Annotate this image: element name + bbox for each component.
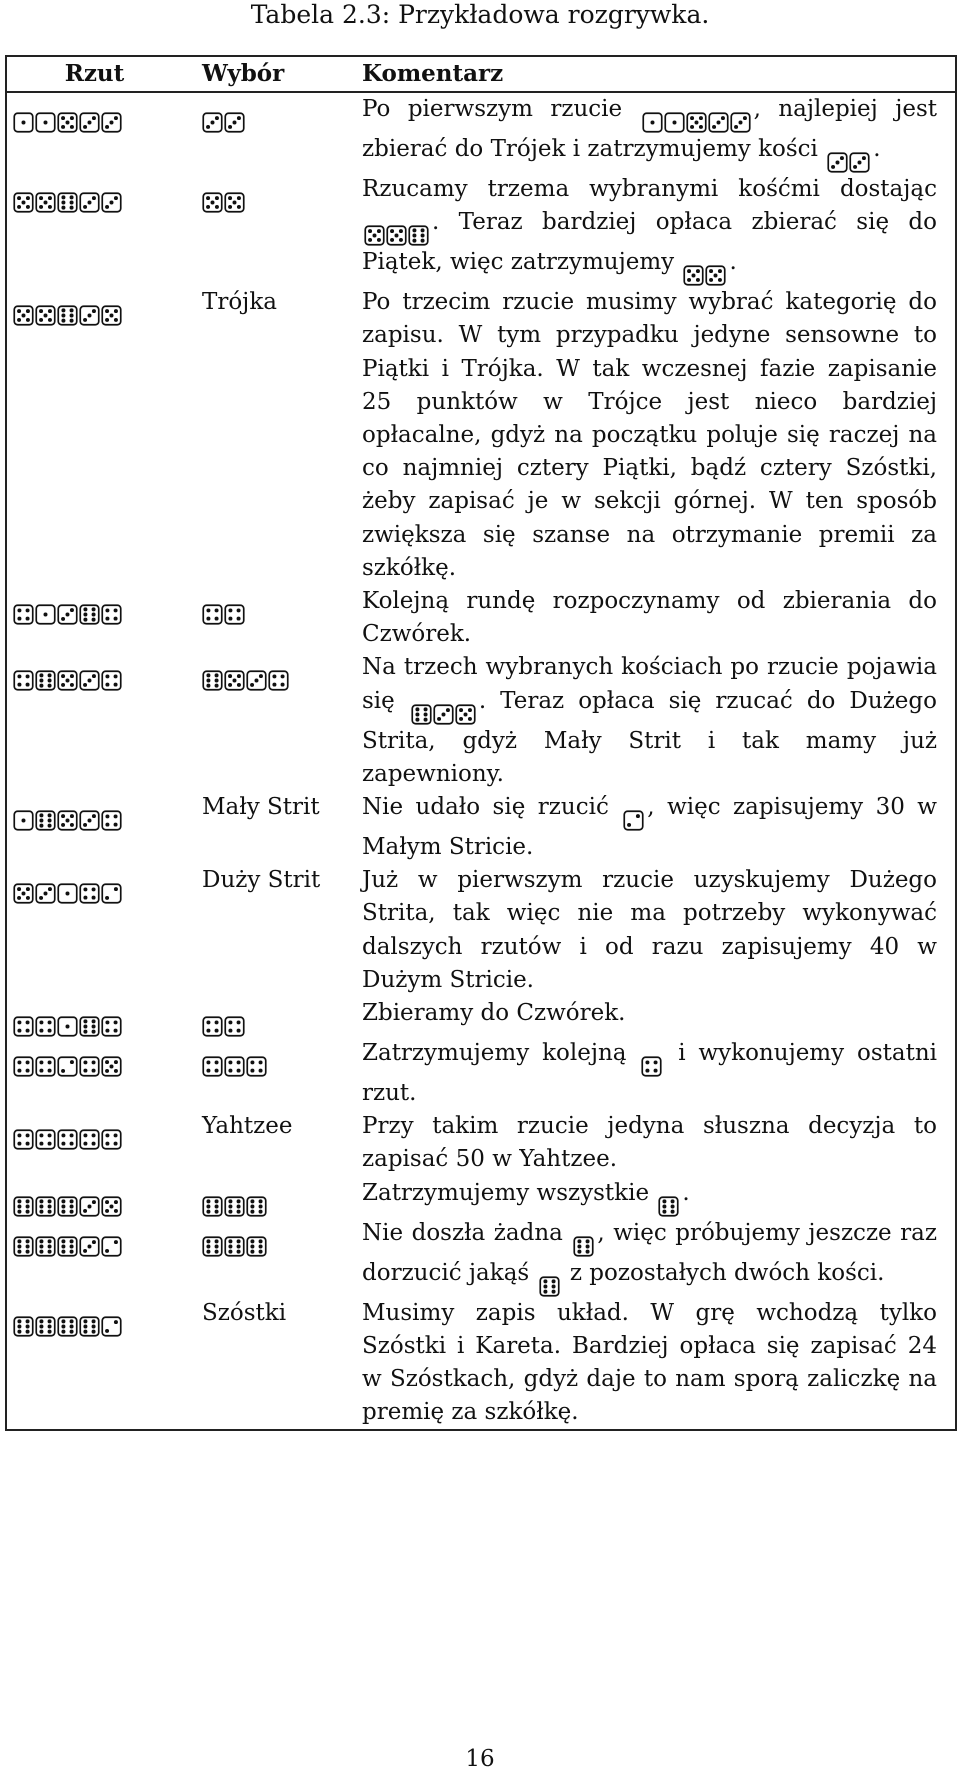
die-six-icon [35,810,56,831]
die-three-icon [433,704,454,725]
die-six-icon [57,1316,78,1337]
die-four-icon [224,1016,245,1037]
die-six-icon [539,1276,560,1297]
die-five-icon [101,305,122,326]
inline-dice [573,1236,595,1257]
table-row [6,1177,956,1217]
comment-text: Nie udało się rzucić [362,794,622,821]
die-five-icon [13,192,34,213]
comment-cell [348,585,956,651]
roll-cell [6,1037,182,1110]
die-four-icon [13,1016,34,1037]
die-three-icon [79,1196,100,1217]
comment-cell [348,1177,956,1217]
die-two-icon [623,810,644,831]
die-one-icon [35,112,56,133]
choice-cell [182,1217,348,1297]
table-body [6,92,956,1430]
die-five-icon [13,883,34,904]
comment-text: Przy takim rzucie jedyna słuszna decyzja to zapisać 50 w Yahtzee. [362,1113,937,1173]
die-six-icon [79,1016,100,1037]
table-row [6,864,956,997]
roll-dice [13,1056,123,1077]
die-four-icon [35,1016,56,1037]
die-six-icon [246,1236,267,1257]
die-three-icon [849,152,870,173]
inline-dice [642,112,752,133]
die-six-icon [573,1236,594,1257]
choice-dice [202,1056,268,1077]
roll-dice [13,1016,123,1037]
die-one-icon [35,604,56,625]
comment-cell [348,1297,956,1431]
die-one-icon [57,1016,78,1037]
roll-cell [6,1177,182,1217]
die-six-icon [658,1196,679,1217]
comment-text: , więc zapisujemy 30 w Małym Stricie. [362,794,937,861]
comment-text: , najlepiej jest zbierać do Trójek i zatrzymujemy kości [362,96,937,162]
die-six-icon [57,1236,78,1257]
roll-cell [6,997,182,1037]
die-five-icon [686,112,707,133]
choice-label: Trójka [202,289,277,316]
die-three-icon [79,192,100,213]
inline-dice [539,1276,561,1297]
die-five-icon [705,265,726,286]
choice-cell [182,585,348,651]
table-row [6,92,956,173]
table-row [6,1297,956,1431]
die-six-icon [79,604,100,625]
die-two-icon [101,883,122,904]
roll-cell [6,1217,182,1297]
die-two-icon [101,1316,122,1337]
roll-cell [6,286,182,585]
die-four-icon [79,883,100,904]
roll-dice [13,1129,123,1150]
die-six-icon [35,1316,56,1337]
roll-dice [13,1196,123,1217]
die-three-icon [202,112,223,133]
die-four-icon [101,1129,122,1150]
table-row [6,585,956,651]
roll-cell [6,585,182,651]
comment-text: Po pierwszym rzucie [362,96,640,122]
die-five-icon [364,225,385,246]
inline-dice [641,1056,663,1077]
die-four-icon [224,604,245,625]
die-six-icon [411,704,432,725]
die-six-icon [224,1196,245,1217]
roll-dice [13,192,123,213]
header-comment: Komentarz [348,56,956,92]
table-caption: Tabela 2.3: Przykładowa rozgrywka. [250,0,710,29]
choice-dice [202,1016,246,1037]
choice-dice [202,112,246,133]
die-four-icon [35,1129,56,1150]
die-four-icon [224,1056,245,1077]
die-five-icon [386,225,407,246]
die-three-icon [101,112,122,133]
die-six-icon [408,225,429,246]
die-five-icon [202,192,223,213]
die-six-icon [35,1236,56,1257]
comment-cell [348,791,956,864]
die-six-icon [57,192,78,213]
die-five-icon [35,192,56,213]
die-six-icon [35,1196,56,1217]
die-six-icon [57,305,78,326]
example-game-table [5,55,957,1431]
comment-text: Musimy zapis układ. W grę wchodzą tylko Szóstki i Kareta. Bardziej opłaca się zapisać 24 w Szóstkach, gdyż daje to nam sporą zaliczkę na premię za szkółkę. [362,1299,937,1426]
comment-text: Kolejną rundę rozpoczynamy od zbierania do Czwórek. [362,588,937,648]
roll-dice [13,670,123,691]
choice-cell [182,1297,348,1431]
die-four-icon [13,1056,34,1077]
inline-dice [658,1196,680,1217]
die-four-icon [13,670,34,691]
die-three-icon [79,670,100,691]
die-one-icon [13,810,34,831]
die-six-icon [202,1236,223,1257]
page-number: 16 [465,1746,495,1772]
comment-cell [348,1217,956,1297]
die-one-icon [57,883,78,904]
comment-cell [348,286,956,585]
comment-cell [348,1037,956,1110]
comment-cell [348,1110,956,1176]
roll-cell [6,1110,182,1176]
roll-dice [13,604,123,625]
die-four-icon [202,1056,223,1077]
comment-text: Rzucamy trzema wybranymi kośćmi dostając [362,176,937,202]
roll-cell [6,1297,182,1431]
die-three-icon [35,883,56,904]
die-one-icon [13,112,34,133]
die-six-icon [202,1196,223,1217]
comment-text: . [682,1179,690,1206]
roll-dice [13,112,123,133]
roll-dice [13,883,123,904]
choice-dice [202,670,290,691]
choice-label: Szóstki [202,1299,287,1326]
die-four-icon [13,1129,34,1150]
die-five-icon [35,305,56,326]
comment-text: Na trzech wybranych kościach po rzucie pojawia się [362,654,937,714]
roll-cell [6,864,182,997]
die-five-icon [224,192,245,213]
comment-text: z pozostałych dwóch kości. [562,1259,885,1286]
die-four-icon [268,670,289,691]
comment-text: Nie doszła żadna [362,1219,572,1246]
die-four-icon [641,1056,662,1077]
die-five-icon [683,265,704,286]
inline-dice [411,704,477,725]
die-three-icon [57,604,78,625]
comment-text: Zatrzymujemy wszystkie [362,1179,657,1206]
die-six-icon [246,1196,267,1217]
choice-cell [182,1177,348,1217]
die-five-icon [57,670,78,691]
roll-dice [13,810,123,831]
die-three-icon [246,670,267,691]
die-five-icon [224,670,245,691]
die-six-icon [13,1236,34,1257]
roll-dice [13,1236,123,1257]
die-four-icon [57,1129,78,1150]
die-three-icon [827,152,848,173]
inline-dice [364,225,430,246]
die-three-icon [730,112,751,133]
die-six-icon [13,1316,34,1337]
die-three-icon [79,112,100,133]
header-roll: Rzut [6,56,182,92]
choice-cell [182,791,348,864]
table-row [6,997,956,1037]
choice-cell [182,651,348,791]
choice-cell [182,92,348,173]
die-six-icon [224,1236,245,1257]
die-six-icon [202,670,223,691]
die-five-icon [57,112,78,133]
comment-text: i wykonujemy ostatni rzut. [362,1040,937,1107]
comment-text: , więc próbujemy jeszcze raz dorzucić jakąś [362,1219,938,1286]
comment-text: . [729,249,737,276]
die-six-icon [79,1316,100,1337]
roll-cell [6,173,182,286]
comment-cell [348,92,956,173]
roll-cell [6,651,182,791]
die-four-icon [101,810,122,831]
die-five-icon [13,305,34,326]
choice-dice [202,604,246,625]
die-one-icon [664,112,685,133]
die-six-icon [57,1196,78,1217]
inline-dice [827,152,871,173]
die-three-icon [224,112,245,133]
choice-cell [182,1110,348,1176]
die-five-icon [455,704,476,725]
choice-cell [182,286,348,585]
die-two-icon [57,1056,78,1077]
comment-cell [348,651,956,791]
die-three-icon [101,192,122,213]
choice-label: Mały Strit [202,794,320,821]
die-four-icon [202,604,223,625]
roll-cell [6,92,182,173]
die-four-icon [246,1056,267,1077]
choice-cell [182,1037,348,1110]
choice-dice [202,1236,268,1257]
table-row [6,1037,956,1110]
die-four-icon [79,1056,100,1077]
choice-dice [202,192,246,213]
die-four-icon [79,1129,100,1150]
die-four-icon [202,1016,223,1037]
table-row [6,651,956,791]
comment-text: Zatrzymujemy kolejną [362,1040,640,1067]
inline-dice [623,810,645,831]
choice-dice [202,1196,268,1217]
choice-label: Duży Strit [202,867,321,894]
die-one-icon [642,112,663,133]
comment-text: . Teraz opłaca się rzucać do Dużego Strita, gdyż Mały Strit i tak mamy już zapewniony. [362,687,937,787]
table-row [6,1217,956,1297]
comment-text: . [873,136,881,162]
die-four-icon [35,1056,56,1077]
die-two-icon [101,1236,122,1257]
table-row [6,1110,956,1176]
comment-text: . Teraz bardziej opłaca zbierać się do Piątek, więc zatrzymujemy [362,209,937,276]
die-four-icon [13,604,34,625]
choice-label: Yahtzee [202,1113,293,1140]
comment-cell [348,173,956,286]
die-three-icon [79,1236,100,1257]
roll-dice [13,305,123,326]
comment-cell [348,864,956,997]
comment-text: Już w pierwszym rzucie uzyskujemy Dużego Strita, tak więc nie ma potrzeby wykonywać dalszych rzutów i od razu zapisujemy 40 w Dużym Stricie. [362,867,937,993]
die-five-icon [57,810,78,831]
die-four-icon [101,604,122,625]
die-three-icon [79,810,100,831]
choice-cell [182,173,348,286]
comment-cell [348,997,956,1037]
choice-cell [182,997,348,1037]
table-row [6,791,956,864]
die-six-icon [35,670,56,691]
table-row [6,173,956,286]
inline-dice [683,265,727,286]
die-three-icon [708,112,729,133]
comment-text: Po trzecim rzucie musimy wybrać kategorię do zapisu. W tym przypadku jedyne sensowne to Piątki i Trójka. W tak wczesnej fazie zapisanie 25 punktów w Trójce jest nieco bardziej opłacalne, gdyż na początku poluje się raczej na co najmniej cztery Piątki, bądź cztery Szóstki, żeby zapisać je w sekcji górnej. W ten sposób zwiększa się szanse na otrzymanie premii za szkółkę. [362,289,937,581]
die-three-icon [79,305,100,326]
header-choice: Wybór [182,56,348,92]
roll-dice [13,1316,123,1337]
comment-text: Zbieramy do Czwórek. [362,1000,626,1027]
choice-cell [182,864,348,997]
table-header-row [6,56,956,92]
roll-cell [6,791,182,864]
die-four-icon [101,670,122,691]
table-row [6,286,956,585]
die-six-icon [13,1196,34,1217]
die-five-icon [101,1196,122,1217]
die-four-icon [101,1016,122,1037]
die-five-icon [101,1056,122,1077]
